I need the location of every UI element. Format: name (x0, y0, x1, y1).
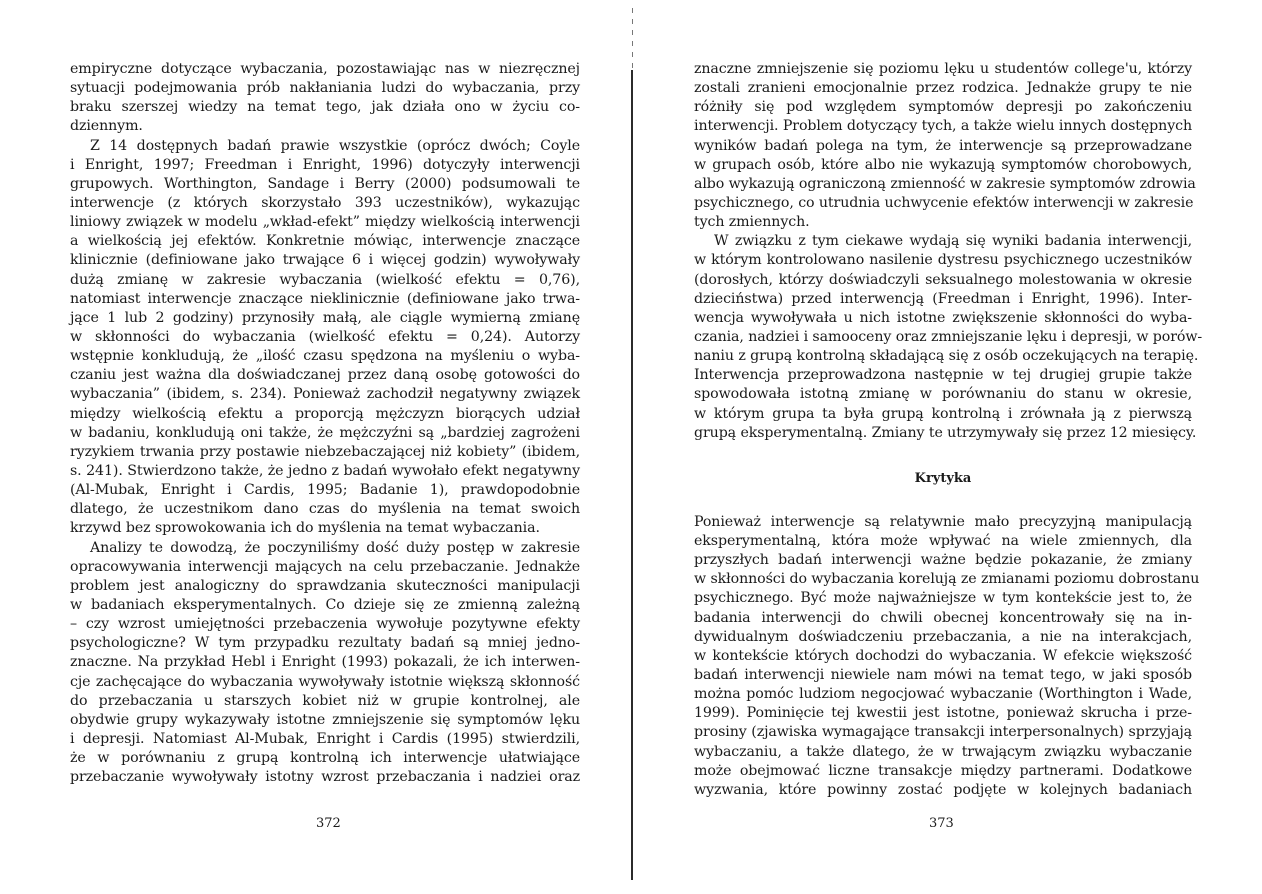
text-line: w skłonności do wybaczania (wielkość efektu = 0,24). Autorzy (70, 328, 580, 345)
gutter-marks (632, 8, 633, 68)
text-line: badań interwencji niewiele nam mówi na temat tego, w jaki sposób (694, 666, 1192, 683)
text-line: W związku z tym ciekawe wydają się wyniki badania interwencji, (714, 233, 1192, 250)
page-number-right: 373 (929, 816, 954, 831)
text-line: spowodowała istotną zmianę w porównaniu do stanu w okresie, (694, 386, 1192, 403)
text-line: tych zmiennych. (694, 214, 810, 231)
text-line: może obejmować liczne transakcje między partnerami. Dodatkowe (694, 762, 1192, 779)
text-line: w którym grupa ta była grupą kontrolną i zrównała ją z pierwszą (694, 405, 1192, 422)
text-line: psychicznego. Być może najważniejsze w tym kontekście jest to, że (694, 590, 1192, 607)
book-spine (631, 70, 633, 880)
text-line: zostali zranieni emocjonalnie przez rodzica. Jednakże grupy te nie (694, 80, 1192, 97)
text-line: można pomóc ludziom negocjować wybaczanie (Worthington i Wade, (694, 686, 1192, 703)
text-line: interwencje (z których skorzystało 393 uczestników), wykazując (70, 194, 580, 211)
text-line: że w porównaniu z grupą kontrolną ich interwencje ułatwiające (70, 750, 580, 767)
text-line: dużą zmianę w zakresie wybaczania (wielkość efektu = 0,76), (70, 271, 580, 288)
text-line: grupowych. Worthington, Sandage i Berry (2000) podsumowali te (70, 175, 580, 192)
section-heading: Krytyka (914, 470, 972, 486)
text-line: i depresji. Natomiast Al-Mubak, Enright i Cardis (1995) stwierdzili, (70, 730, 580, 747)
text-line: naniu z grupą kontrolną składającą się z osób oczekujących na terapię. (694, 348, 1199, 365)
text-line: wyników badań polega na tym, że interwencje są przeprowadzane (694, 137, 1192, 154)
text-line: prosiny (zjawiska wymagające transakcji interpersonalnych) sprzyjają (694, 724, 1192, 741)
text-line: psychologiczne? W tym przypadku rezultaty badań są mniej jedno- (70, 635, 580, 652)
text-line: obydwie grupy wykazywały istotne zmniejszenie się symptomów lęku (70, 711, 580, 728)
text-line: do przebaczania u starszych kobiet niż w grupie kontrolnej, ale (70, 692, 580, 709)
text-line: dywidualnym doświadczeniu przebaczania, a nie na interakcjach, (694, 628, 1192, 645)
text-line: w grupach osób, które albo nie wykazują symptomów chorobowych, (694, 156, 1192, 173)
text-line: Ponieważ interwencje są relatywnie mało precyzyjną manipulacją (694, 513, 1192, 530)
text-line: albo wykazują ograniczoną zmienność w zakresie symptomów zdrowia (694, 175, 1196, 192)
text-line: (dorosłych, którzy doświadczyli seksualnego molestowania w okresie (694, 271, 1192, 288)
text-line: grupą eksperymentalną. Zmiany te utrzymywały się przez 12 miesięcy. (694, 424, 1197, 441)
text-line: wyzwania, które powinny zostać podjęte w kolejnych badaniach (694, 781, 1192, 798)
text-line: i Enright, 1997; Freedman i Enright, 1996) dotyczyły interwencji (70, 156, 580, 173)
text-line: wstępnie konkludują, że „ilość czasu spędzona na myśleniu o wyba- (70, 348, 580, 365)
text-line: – czy wzrost umiejętności przebaczenia wywołuje pozytywne efekty (70, 616, 580, 633)
text-line: wybaczania” (ibidem, s. 234). Ponieważ zachodził negatywny związek (70, 386, 580, 403)
right-page (694, 60, 1203, 800)
text-line: a wielkością jej efektów. Konkretnie mówiąc, interwencje znaczące (70, 233, 580, 250)
text-line: w badaniach eksperymentalnych. Co dzieje się ze zmienną zależną (70, 596, 580, 613)
text-line: w badaniu, konkludują oni także, że mężczyźni są „bardziej zagrożeni (70, 424, 580, 441)
text-line: liniowy związek w modelu „wkład-efekt” między wielkością interwencji (70, 214, 580, 231)
text-line: Z 14 dostępnych badań prawie wszystkie (oprócz dwóch; Coyle (90, 137, 580, 154)
text-line: dziennym. (70, 118, 143, 135)
right-page-paragraphs-top (694, 60, 1203, 443)
text-line: między wielkością efektu a proporcją mężczyzn biorących udział (70, 405, 580, 422)
text-line: Analizy te dowodzą, że poczyniliśmy dość duży postęp w zakresie (90, 539, 580, 556)
text-line: znaczne zmniejszenie się poziomu lęku u studentów college'u, którzy (694, 61, 1192, 77)
left-page (70, 60, 580, 787)
text-line: 1999). Pominięcie tej kwestii jest istotne, ponieważ skrucha i prze- (694, 705, 1192, 722)
text-line: wybaczaniu, a także dlatego, że w trwającym związku wybaczanie (694, 743, 1192, 760)
right-page-paragraphs-bottom (694, 513, 1200, 800)
text-line: dzieciństwa) przed interwencją (Freedman i Enright, 1996). Inter- (694, 290, 1192, 307)
text-line: opracowywania interwencji mających na celu przebaczanie. Jednakże (70, 558, 580, 575)
text-line: znaczne. Na przykład Hebl i Enright (1993) pokazali, że ich interwen- (70, 654, 580, 671)
text-line: ryzykiem trwania przy postawie niebzebaczającej niż kobiety” (ibidem, (70, 443, 580, 460)
text-line: natomiast interwencje znaczące nieklinicznie (definiowane jako trwa- (70, 290, 580, 307)
text-line: psychicznego, co utrudnia uchwycenie efektów interwencji w zakresie (694, 194, 1194, 211)
page-number-left: 372 (316, 816, 341, 831)
text-line: interwencji. Problem dotyczący tych, a także wielu innych dostępnych (694, 118, 1192, 135)
text-line: problem jest analogiczny do sprawdzania skuteczności manipulacji (70, 577, 580, 594)
text-line: przyszłych badań interwencji ważne będzie pokazanie, że zmiany (694, 552, 1192, 569)
text-line: czaniu jest ważna dla doświadczanej przez daną osobę gotowości do (70, 367, 580, 384)
text-line: klinicznie (definiowane jako trwające 6 i więcej godzin) wywoływały (70, 252, 580, 269)
text-line: eksperymentalną, która może wpływać na wiele zmiennych, dla (694, 532, 1192, 549)
text-line: sytuacji podejmowania prób nakłaniania ludzi do wybaczania, przy (70, 80, 580, 97)
text-line: empiryczne dotyczące wybaczania, pozostawiając nas w niezręcznej (70, 61, 580, 77)
text-line: dlatego, że uczestnikom dano czas do myślenia na temat swoich (70, 501, 580, 518)
text-line: Interwencja przeprowadzona następnie w tej drugiej grupie także (694, 367, 1192, 384)
text-line: wencja wywoływała u nich istotne zwiększenie skłonności do wyba- (694, 309, 1192, 326)
text-line: jące 1 lub 2 godziny) przynosiły małą, ale ciągle wymierną zmianę (70, 309, 580, 326)
text-line: w kontekście których dochodzi do wybaczania. W efekcie większość (694, 647, 1192, 664)
text-line: w którym kontrolowano nasilenie dystresu psychicznego uczestników (694, 252, 1192, 269)
text-line: cje zachęcające do wybaczania wywoływały istotnie większą skłonność (70, 673, 580, 690)
text-line: przebaczanie wywoływały istotny wzrost przebaczania i nadziei oraz (70, 769, 580, 786)
text-line: (Al-Mubak, Enright i Cardis, 1995; Badanie 1), prawdopodobnie (70, 482, 580, 499)
text-line: różniły się pod względem symptomów depresji po zakończeniu (694, 99, 1192, 116)
text-line: braku szerszej wiedzy na temat tego, jak działa ono w życiu co- (70, 99, 580, 116)
text-line: badania interwencji do chwili obecnej koncentrowały się na in- (694, 609, 1192, 626)
text-line: s. 241). Stwierdzono także, że jedno z badań wywołało efekt negatywny (70, 462, 580, 479)
text-line: w skłonności do wybaczania korelują ze zmianami poziomu dobrostanu (694, 571, 1200, 588)
text-line: krzywd bez sprowokowania ich do myślenia na temat wybaczania. (70, 520, 540, 537)
text-line: czania, nadziei i samooceny oraz zmniejszanie lęku i depresji, w porów- (694, 328, 1203, 345)
